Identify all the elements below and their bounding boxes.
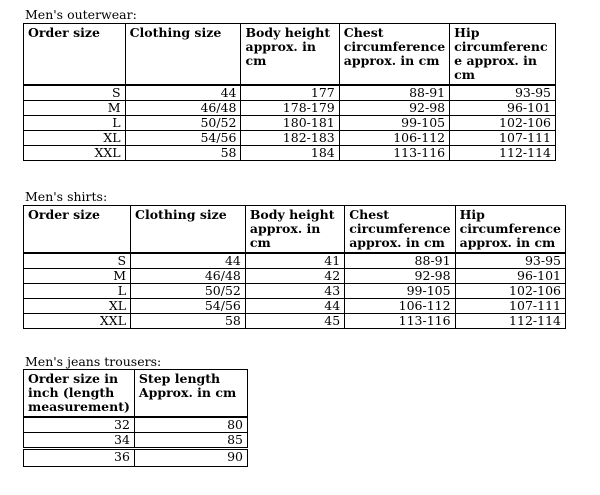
table-row [24, 101, 556, 116]
cell-clothing-size: 58 [131, 314, 246, 329]
table-row [24, 433, 248, 449]
table-row [24, 131, 556, 146]
column-header-body-height: Body height approx. in cm [245, 206, 344, 254]
cell-clothing-size: 46/48 [125, 101, 241, 116]
cell-clothing-size: 50/52 [131, 284, 246, 299]
column-header-step-length: Step length Approx. in cm [134, 370, 247, 418]
cell-body-height: 184 [241, 146, 339, 161]
cell-chest: 113-116 [339, 146, 449, 161]
cell-order-size: XXL [24, 146, 126, 161]
cell-clothing-size: 50/52 [125, 116, 241, 131]
cell-order-size: S [24, 85, 126, 101]
cell-step-length: 80 [134, 417, 247, 433]
cell-order-size: 36 [24, 449, 135, 467]
cell-clothing-size: 46/48 [131, 269, 246, 284]
cell-chest: 106-112 [339, 131, 449, 146]
cell-chest: 88-91 [345, 253, 455, 269]
cell-order-size: L [24, 284, 131, 299]
cell-order-size: M [24, 269, 131, 284]
cell-order-size: S [24, 253, 131, 269]
table-row [24, 417, 248, 433]
cell-clothing-size: 44 [125, 85, 241, 101]
cell-body-height: 182-183 [241, 131, 339, 146]
column-header-order-size: Order size [24, 24, 126, 86]
cell-chest: 92-98 [339, 101, 449, 116]
table-row [24, 284, 566, 299]
column-header-chest: Chest circumference approx. in cm [345, 206, 455, 254]
column-header-body-height: Body height approx. in cm [241, 24, 339, 86]
cell-order-size: XL [24, 131, 126, 146]
table-row [24, 116, 556, 131]
column-header-hip: Hip circumferenc e approx. in cm [450, 24, 556, 86]
cell-hip: 107-111 [450, 131, 556, 146]
table-row [24, 146, 556, 161]
cell-chest: 106-112 [345, 299, 455, 314]
cell-body-height: 177 [241, 85, 339, 101]
table-row [24, 299, 566, 314]
cell-order-size: 32 [24, 417, 135, 433]
cell-order-size: XXL [24, 314, 131, 329]
cell-order-size: XL [24, 299, 131, 314]
cell-hip: 112-114 [450, 146, 556, 161]
cell-body-height: 180-181 [241, 116, 339, 131]
outerwear-size-table [23, 23, 556, 161]
table-row [24, 449, 248, 467]
cell-hip: 96-101 [455, 269, 565, 284]
cell-chest: 99-105 [345, 284, 455, 299]
cell-hip: 93-95 [450, 85, 556, 101]
cell-chest: 88-91 [339, 85, 449, 101]
cell-hip: 102-106 [455, 284, 565, 299]
table-header-row [24, 370, 248, 418]
cell-hip: 93-95 [455, 253, 565, 269]
cell-order-size: 34 [24, 433, 135, 449]
cell-body-height: 44 [245, 299, 344, 314]
cell-hip: 96-101 [450, 101, 556, 116]
jeans-caption: Men's jeans trousers: [25, 354, 162, 369]
shirts-size-table [23, 205, 566, 329]
column-header-clothing-size: Clothing size [125, 24, 241, 86]
cell-order-size: M [24, 101, 126, 116]
table-header-row [24, 206, 566, 254]
cell-chest: 99-105 [339, 116, 449, 131]
table-row [24, 85, 556, 101]
outerwear-caption: Men's outerwear: [25, 7, 137, 22]
cell-chest: 92-98 [345, 269, 455, 284]
cell-chest: 113-116 [345, 314, 455, 329]
cell-clothing-size: 44 [131, 253, 246, 269]
cell-body-height: 43 [245, 284, 344, 299]
table-row [24, 314, 566, 329]
cell-hip: 107-111 [455, 299, 565, 314]
cell-order-size: L [24, 116, 126, 131]
column-header-order-size: Order size [24, 206, 131, 254]
cell-hip: 102-106 [450, 116, 556, 131]
cell-body-height: 178-179 [241, 101, 339, 116]
cell-hip: 112-114 [455, 314, 565, 329]
column-header-order-size-inch: Order size in inch (length measurement) [24, 370, 135, 418]
cell-clothing-size: 58 [125, 146, 241, 161]
cell-clothing-size: 54/56 [125, 131, 241, 146]
table-header-row [24, 24, 556, 86]
cell-body-height: 41 [245, 253, 344, 269]
table-row [24, 269, 566, 284]
shirts-caption: Men's shirts: [25, 189, 108, 204]
cell-step-length: 85 [134, 433, 247, 449]
table-row [24, 253, 566, 269]
column-header-clothing-size: Clothing size [131, 206, 246, 254]
cell-step-length: 90 [134, 449, 247, 467]
cell-clothing-size: 54/56 [131, 299, 246, 314]
cell-body-height: 42 [245, 269, 344, 284]
column-header-hip: Hip circumference approx. in cm [455, 206, 565, 254]
jeans-size-table [23, 369, 248, 467]
column-header-chest: Chest circumference approx. in cm [339, 24, 449, 86]
cell-body-height: 45 [245, 314, 344, 329]
